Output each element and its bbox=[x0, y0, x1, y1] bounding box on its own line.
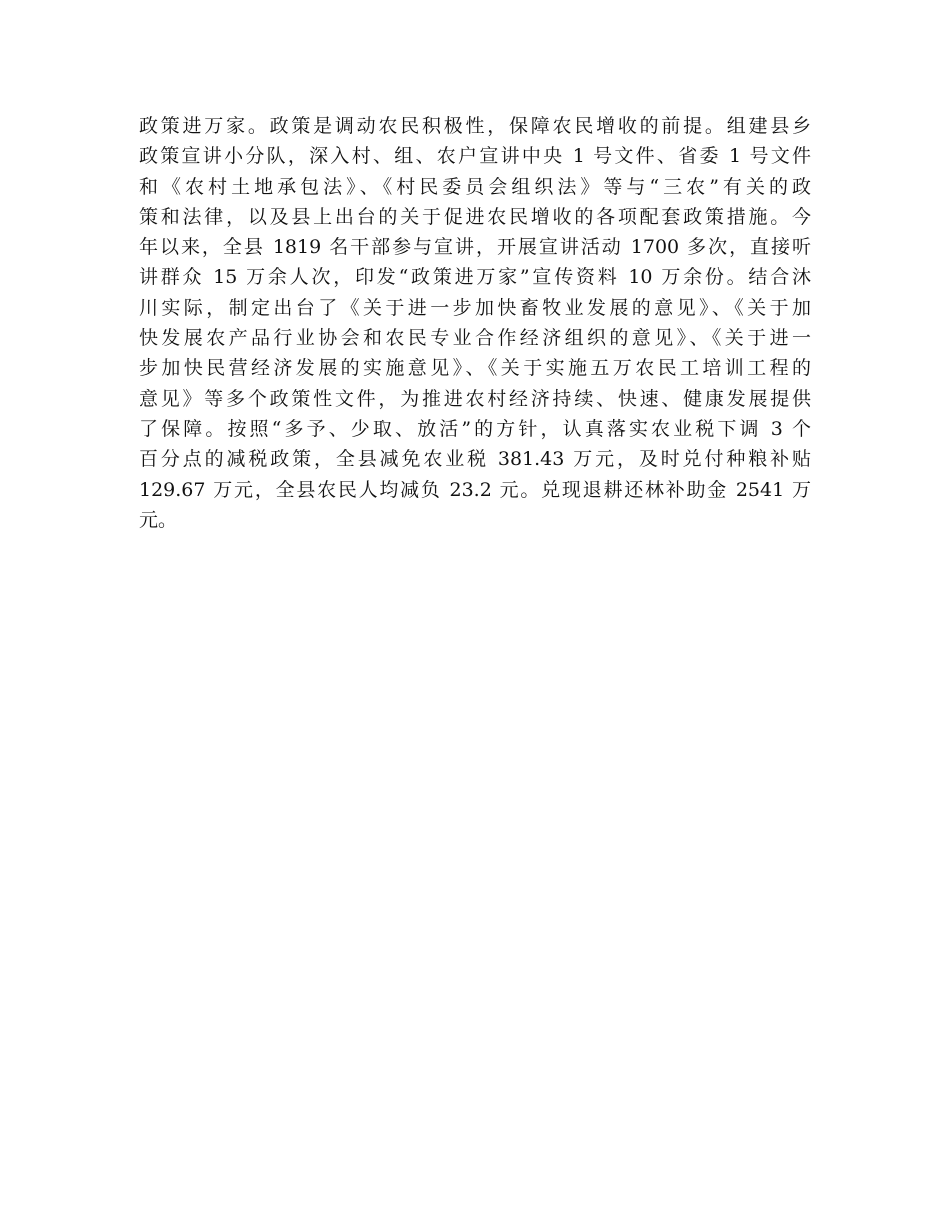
paragraph-line: 129.67 万元，全县农民人均减负 23.2 元。兑现退耕还林补助金 2541 万 bbox=[139, 478, 811, 501]
paragraph-line: 元。 bbox=[139, 508, 178, 531]
paragraph-line: 讲群众 15 万余人次，印发“政策进万家”宣传资料 10 万余份。结合沐 bbox=[139, 266, 811, 289]
paragraph-line: 意见》等多个政策性文件，为推进农村经济持续、快速、健康发展提供 bbox=[139, 387, 811, 410]
paragraph-line: 政策宣讲小分队，深入村、组、农户宣讲中央 1 号文件、省委 1 号文件 bbox=[139, 145, 811, 168]
paragraph-line: 步加快民营经济发展的实施意见》、《关于实施五万农民工培训工程的 bbox=[139, 357, 811, 380]
paragraph-line: 百分点的减税政策，全县减免农业税 381.43 万元，及时兑付种粮补贴 bbox=[139, 448, 811, 471]
paragraph-line: 和《农村土地承包法》、《村民委员会组织法》等与“三农”有关的政 bbox=[139, 175, 811, 198]
body-paragraph bbox=[139, 111, 819, 535]
paragraph-line: 了保障。按照“多予、少取、放活”的方针，认真落实农业税下调 3 个 bbox=[139, 417, 811, 440]
paragraph-line: 年以来，全县 1819 名干部参与宣讲，开展宣讲活动 1700 多次，直接听 bbox=[139, 236, 811, 259]
paragraph-line: 策和法律，以及县上出台的关于促进农民增收的各项配套政策措施。今 bbox=[139, 205, 811, 228]
paragraph-line: 快发展农产品行业协会和农民专业合作经济组织的意见》、《关于进一 bbox=[139, 327, 811, 350]
paragraph-line: 川实际，制定出台了《关于进一步加快畜牧业发展的意见》、《关于加 bbox=[139, 296, 811, 319]
paragraph-line: 政策进万家。政策是调动农民积极性，保障农民增收的前提。组建县乡 bbox=[139, 115, 811, 137]
